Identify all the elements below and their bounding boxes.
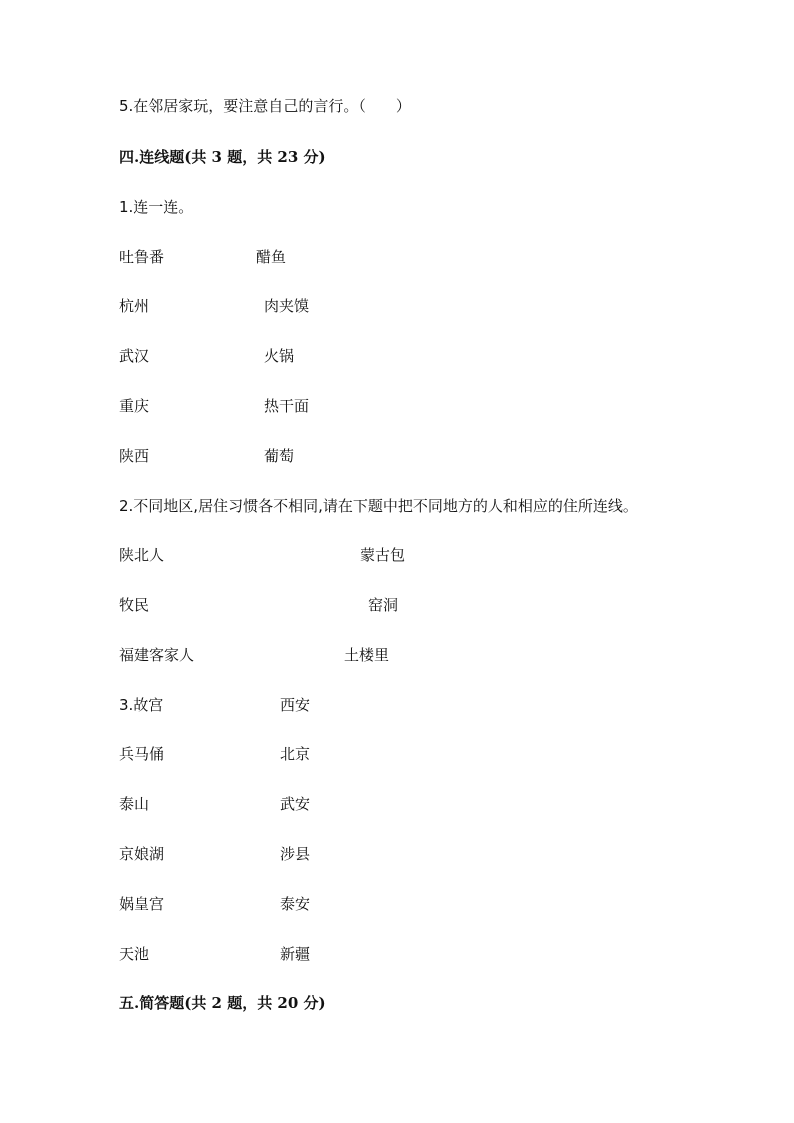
question-5-true-false: 5.在邻居家玩，要注意自己的言行。（ ） <box>119 97 411 115</box>
section-4-title: 四.连线题(共 3 题，共 23 分) <box>119 148 326 166</box>
q3-right-item: 武安 <box>280 795 311 813</box>
q3-left-item: 泰山 <box>119 795 150 813</box>
q1-left-item: 吐鲁番 <box>119 248 165 266</box>
q1-right-item: 热干面 <box>264 397 310 415</box>
q2-left-item: 福建客家人 <box>119 646 195 664</box>
question-1-title: 1.连一连。 <box>119 198 194 216</box>
q3-left-item: 娲皇宫 <box>119 895 165 913</box>
q1-left-item: 重庆 <box>119 397 150 415</box>
q1-right-item: 葡萄 <box>264 447 295 465</box>
q1-left-item: 杭州 <box>119 297 150 315</box>
q3-right-item: 西安 <box>280 696 311 714</box>
q2-left-item: 牧民 <box>119 596 150 614</box>
question-2-title: 2.不同地区,居住习惯各不相同,请在下题中把不同地方的人和相应的住所连线。 <box>119 497 638 515</box>
q2-right-item: 窑洞 <box>368 596 399 614</box>
q2-left-item: 陕北人 <box>119 546 165 564</box>
q1-right-item: 醋鱼 <box>256 248 287 266</box>
q3-left-item: 京娘湖 <box>119 845 165 863</box>
q1-right-item: 肉夹馍 <box>264 297 310 315</box>
q3-right-item: 涉县 <box>280 845 311 863</box>
q3-right-item: 泰安 <box>280 895 311 913</box>
q3-left-item: 天池 <box>119 945 150 963</box>
q1-left-item: 武汉 <box>119 347 150 365</box>
q3-left-item: 3.故宫 <box>119 696 164 714</box>
q1-right-item: 火锅 <box>264 347 295 365</box>
q3-right-item: 北京 <box>280 745 311 763</box>
q2-right-item: 蒙古包 <box>360 546 406 564</box>
q1-left-item: 陕西 <box>119 447 150 465</box>
q3-left-item: 兵马俑 <box>119 745 165 763</box>
section-5-title: 五.简答题(共 2 题，共 20 分) <box>119 994 326 1012</box>
q2-right-item: 土楼里 <box>344 646 390 664</box>
q3-right-item: 新疆 <box>280 945 311 963</box>
